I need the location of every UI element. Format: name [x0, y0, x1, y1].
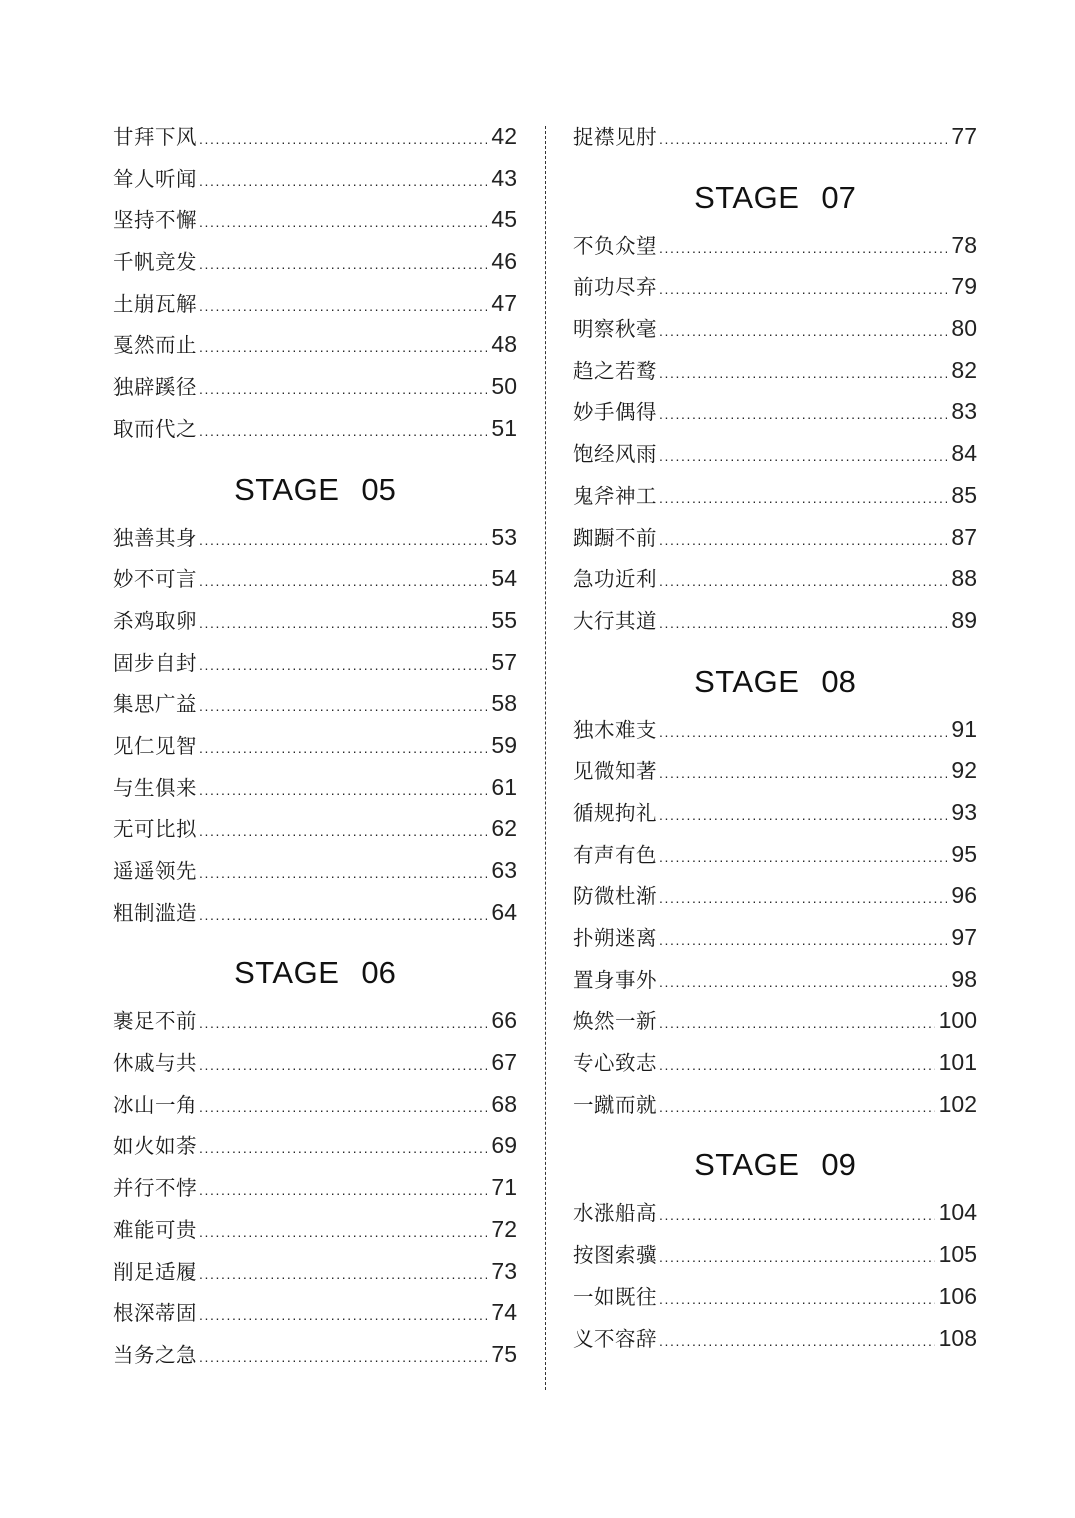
entry-page-number: 82: [951, 356, 977, 383]
toc-entry[interactable]: [573, 875, 977, 917]
toc-entry[interactable]: [573, 433, 977, 475]
entry-page-number: 108: [938, 1324, 977, 1351]
entry-title: 耸人听闻: [113, 166, 197, 191]
entry-page-number: 48: [491, 331, 517, 358]
toc-right-column: [573, 116, 977, 1359]
toc-entry[interactable]: [113, 1084, 517, 1126]
entry-page-number: 62: [491, 815, 517, 842]
dot-leader: [659, 269, 947, 311]
toc-entry[interactable]: [113, 324, 517, 366]
entry-title: 饱经风雨: [573, 442, 657, 467]
stage-label: STAGE: [694, 1147, 800, 1183]
entry-page-number: 104: [938, 1199, 977, 1226]
entry-page-number: 101: [938, 1049, 977, 1076]
entry-title: 无可比拟: [113, 817, 197, 842]
entry-page-number: 43: [491, 164, 517, 191]
entry-title: 妙不可言: [113, 567, 197, 592]
entry-page-number: 91: [951, 715, 977, 742]
entry-page-number: 75: [491, 1340, 517, 1367]
toc-entry[interactable]: [573, 959, 977, 1001]
entry-title: 集思广益: [113, 692, 197, 717]
entry-page-number: 102: [938, 1090, 977, 1117]
toc-entry[interactable]: [113, 408, 517, 450]
entry-title: 急功近利: [573, 567, 657, 592]
entry-title: 扑朔迷离: [573, 926, 657, 950]
entry-title: 如火如荼: [113, 1134, 197, 1159]
dot-leader: [659, 603, 947, 645]
entry-page-number: 78: [951, 231, 977, 258]
entry-title: 裹足不前: [113, 1009, 197, 1034]
entry-title: 难能可贵: [113, 1217, 197, 1242]
toc-entry[interactable]: [573, 225, 977, 267]
dot-leader: [659, 1045, 935, 1087]
dot-leader: [199, 1087, 487, 1129]
entry-page-number: 46: [491, 248, 517, 275]
stage-number: 05: [361, 471, 396, 507]
entry-page-number: 88: [951, 565, 977, 592]
toc-entry[interactable]: [573, 834, 977, 876]
dot-leader: [199, 161, 487, 203]
dot-leader: [199, 1003, 487, 1045]
entry-title: 戛然而止: [113, 333, 197, 358]
entry-page-number: 84: [951, 440, 977, 467]
stage-label: STAGE: [234, 955, 340, 991]
stage-heading: [573, 158, 977, 225]
entry-title: 明察秋毫: [573, 317, 657, 342]
dot-leader: [659, 920, 947, 962]
entry-page-number: 74: [491, 1299, 517, 1326]
dot-leader: [199, 369, 487, 411]
entry-page-number: 97: [951, 924, 977, 950]
entry-page-number: 47: [491, 289, 517, 316]
stage-number: 09: [821, 1147, 856, 1183]
toc-entry[interactable]: [113, 199, 517, 241]
dot-leader: [659, 962, 947, 1004]
dot-leader: [659, 1237, 935, 1279]
dot-leader: [659, 1003, 935, 1045]
toc-entry[interactable]: [113, 1334, 517, 1376]
entry-title: 遥遥领先: [113, 859, 197, 883]
toc-entry[interactable]: [573, 350, 977, 392]
entry-title: 杀鸡取卵: [113, 608, 197, 633]
dot-leader: [199, 770, 487, 812]
dot-leader: [659, 394, 947, 436]
toc-entry[interactable]: [113, 767, 517, 809]
entry-title: 水涨船高: [573, 1201, 657, 1226]
entry-page-number: 58: [491, 690, 517, 717]
dot-leader: [659, 1321, 935, 1363]
toc-entry[interactable]: [113, 1292, 517, 1334]
entry-page-number: 61: [491, 773, 517, 800]
entry-page-number: 85: [951, 481, 977, 508]
entry-title: 粗制滥造: [113, 900, 197, 925]
dot-leader: [199, 1128, 487, 1170]
entry-title: 削足适履: [113, 1259, 197, 1284]
dot-leader: [659, 353, 947, 395]
toc-entry[interactable]: [573, 1276, 977, 1318]
entry-title: 妙手偶得: [573, 400, 657, 425]
entry-page-number: 105: [938, 1241, 977, 1268]
dot-leader: [659, 1087, 935, 1129]
toc-entry[interactable]: [113, 241, 517, 283]
toc-entry[interactable]: [113, 808, 517, 850]
entry-title: 根深蒂固: [113, 1301, 197, 1326]
dot-leader: [199, 119, 487, 161]
entry-page-number: 50: [491, 373, 517, 400]
entry-title: 鬼斧神工: [573, 483, 657, 508]
entry-page-number: 98: [951, 965, 977, 992]
toc-entry[interactable]: [573, 1318, 977, 1360]
stage-label: STAGE: [694, 179, 800, 215]
stage-heading: [113, 933, 517, 1000]
entry-title: 不负众望: [573, 233, 657, 258]
dot-leader: [659, 1195, 935, 1237]
entry-page-number: 71: [491, 1174, 517, 1201]
toc-entry[interactable]: [573, 1000, 977, 1042]
toc-entry[interactable]: [573, 750, 977, 792]
toc-entry[interactable]: [113, 158, 517, 200]
dot-leader: [659, 119, 947, 161]
entry-page-number: 87: [951, 523, 977, 550]
entry-title: 取而代之: [113, 416, 197, 441]
dot-leader: [199, 603, 487, 645]
dot-leader: [659, 228, 947, 270]
dot-leader: [659, 311, 947, 353]
entry-title: 一蹴而就: [573, 1092, 657, 1117]
toc-entry[interactable]: [113, 283, 517, 325]
toc-entry[interactable]: [113, 1167, 517, 1209]
entry-title: 与生俱来: [113, 775, 197, 800]
toc-entry[interactable]: [573, 600, 977, 642]
toc-entry[interactable]: [113, 850, 517, 892]
entry-title: 义不容辞: [573, 1326, 657, 1351]
stage-heading: [573, 1125, 977, 1192]
toc-entry[interactable]: [573, 391, 977, 433]
entry-title: 焕然一新: [573, 1009, 657, 1034]
entry-page-number: 66: [491, 1007, 517, 1034]
entry-page-number: 72: [491, 1215, 517, 1242]
entry-page-number: 89: [951, 606, 977, 633]
stage-number: 07: [821, 179, 856, 215]
dot-leader: [199, 561, 487, 603]
entry-title: 当务之急: [113, 1342, 197, 1367]
entry-page-number: 59: [491, 731, 517, 758]
dot-leader: [659, 478, 947, 520]
entry-title: 大行其道: [573, 608, 657, 633]
entry-page-number: 68: [491, 1090, 517, 1117]
stage-number: 08: [821, 663, 856, 699]
toc-entry[interactable]: [113, 558, 517, 600]
entry-title: 甘拜下风: [113, 125, 197, 149]
toc-entry[interactable]: [113, 366, 517, 408]
toc-left-column: [113, 116, 517, 1376]
toc-entry[interactable]: [113, 1000, 517, 1042]
toc-entry[interactable]: [573, 792, 977, 834]
entry-page-number: 67: [491, 1049, 517, 1076]
dot-leader: [199, 286, 487, 328]
dot-leader: [199, 1337, 487, 1379]
dot-leader: [199, 520, 487, 562]
toc-entry[interactable]: [573, 917, 977, 959]
entry-page-number: 69: [491, 1132, 517, 1159]
column-divider: [545, 126, 546, 1390]
entry-title: 置身事外: [573, 967, 657, 992]
entry-page-number: 80: [951, 315, 977, 342]
entry-title: 一如既往: [573, 1284, 657, 1309]
entry-page-number: 79: [951, 273, 977, 300]
entry-page-number: 93: [951, 798, 977, 825]
toc-entry[interactable]: [113, 642, 517, 684]
entry-title: 踟蹰不前: [573, 525, 657, 550]
dot-leader: [199, 1212, 487, 1254]
dot-leader: [199, 895, 487, 937]
entry-page-number: 96: [951, 882, 977, 909]
toc-entry[interactable]: [113, 725, 517, 767]
dot-leader: [659, 712, 947, 754]
dot-leader: [199, 1045, 487, 1087]
entry-page-number: 73: [491, 1257, 517, 1284]
toc-entry[interactable]: [573, 1234, 977, 1276]
dot-leader: [199, 1170, 487, 1212]
dot-leader: [659, 878, 947, 920]
dot-leader: [659, 795, 947, 837]
toc-entry[interactable]: [573, 266, 977, 308]
entry-title: 土崩瓦解: [113, 291, 197, 316]
dot-leader: [199, 811, 487, 853]
entry-page-number: 63: [491, 857, 517, 883]
toc-entry[interactable]: [113, 517, 517, 559]
entry-page-number: 83: [951, 398, 977, 425]
dot-leader: [659, 436, 947, 478]
entry-page-number: 54: [491, 565, 517, 592]
dot-leader: [199, 411, 487, 453]
entry-title: 千帆竞发: [113, 250, 197, 275]
stage-heading: [573, 642, 977, 709]
dot-leader: [199, 645, 487, 687]
entry-page-number: 55: [491, 606, 517, 633]
entry-title: 并行不悖: [113, 1176, 197, 1201]
stage-heading: [113, 450, 517, 517]
entry-title: 独辟蹊径: [113, 375, 197, 400]
toc-entry[interactable]: [573, 475, 977, 517]
toc-entry[interactable]: [573, 558, 977, 600]
entry-page-number: 100: [938, 1007, 977, 1034]
toc-entry[interactable]: [113, 600, 517, 642]
dot-leader: [199, 202, 487, 244]
toc-entry[interactable]: [113, 1209, 517, 1251]
entry-title: 循规拘礼: [573, 800, 657, 825]
entry-title: 休戚与共: [113, 1051, 197, 1076]
dot-leader: [199, 244, 487, 286]
toc-entry[interactable]: [573, 709, 977, 751]
entry-page-number: 95: [951, 840, 977, 867]
dot-leader: [659, 520, 947, 562]
entry-title: 有声有色: [573, 842, 657, 867]
dot-leader: [199, 686, 487, 728]
toc-entry[interactable]: [573, 1192, 977, 1234]
entry-title: 捉襟见肘: [573, 125, 657, 149]
dot-leader: [659, 753, 947, 795]
entry-title: 防微杜渐: [573, 884, 657, 909]
dot-leader: [199, 728, 487, 770]
stage-label: STAGE: [694, 663, 800, 699]
toc-entry[interactable]: [113, 1042, 517, 1084]
toc-entry[interactable]: [573, 1042, 977, 1084]
entry-title: 趋之若鹜: [573, 358, 657, 383]
toc-entry[interactable]: [573, 308, 977, 350]
toc-entry[interactable]: [573, 1084, 977, 1126]
stage-number: 06: [361, 955, 396, 991]
entry-page-number: 53: [491, 523, 517, 550]
entry-title: 前功尽弃: [573, 275, 657, 300]
toc-entry[interactable]: [113, 683, 517, 725]
dot-leader: [199, 1295, 487, 1337]
dot-leader: [199, 853, 487, 895]
toc-entry[interactable]: [113, 1125, 517, 1167]
entry-title: 独善其身: [113, 525, 197, 550]
toc-entry[interactable]: [113, 1251, 517, 1293]
dot-leader: [199, 1254, 487, 1296]
entry-page-number: 57: [491, 648, 517, 675]
entry-title: 见仁见智: [113, 733, 197, 758]
toc-entry[interactable]: [573, 517, 977, 559]
entry-page-number: 64: [491, 898, 517, 925]
entry-title: 按图索骥: [573, 1243, 657, 1268]
entry-title: 冰山一角: [113, 1092, 197, 1117]
toc-entry[interactable]: [113, 116, 517, 158]
toc-entry[interactable]: [573, 116, 977, 158]
entry-page-number: 42: [491, 123, 517, 149]
entry-title: 坚持不懈: [113, 208, 197, 233]
stage-label: STAGE: [234, 471, 340, 507]
dot-leader: [659, 1279, 935, 1321]
entry-page-number: 51: [491, 414, 517, 441]
entry-page-number: 45: [491, 206, 517, 233]
entry-title: 专心致志: [573, 1051, 657, 1076]
entry-title: 见微知著: [573, 759, 657, 784]
entry-page-number: 92: [951, 757, 977, 784]
toc-entry[interactable]: [113, 892, 517, 934]
entry-title: 固步自封: [113, 650, 197, 675]
dot-leader: [199, 327, 487, 369]
dot-leader: [659, 837, 947, 879]
dot-leader: [659, 561, 947, 603]
entry-title: 独木难支: [573, 717, 657, 742]
entry-page-number: 77: [951, 123, 977, 149]
entry-page-number: 106: [938, 1282, 977, 1309]
